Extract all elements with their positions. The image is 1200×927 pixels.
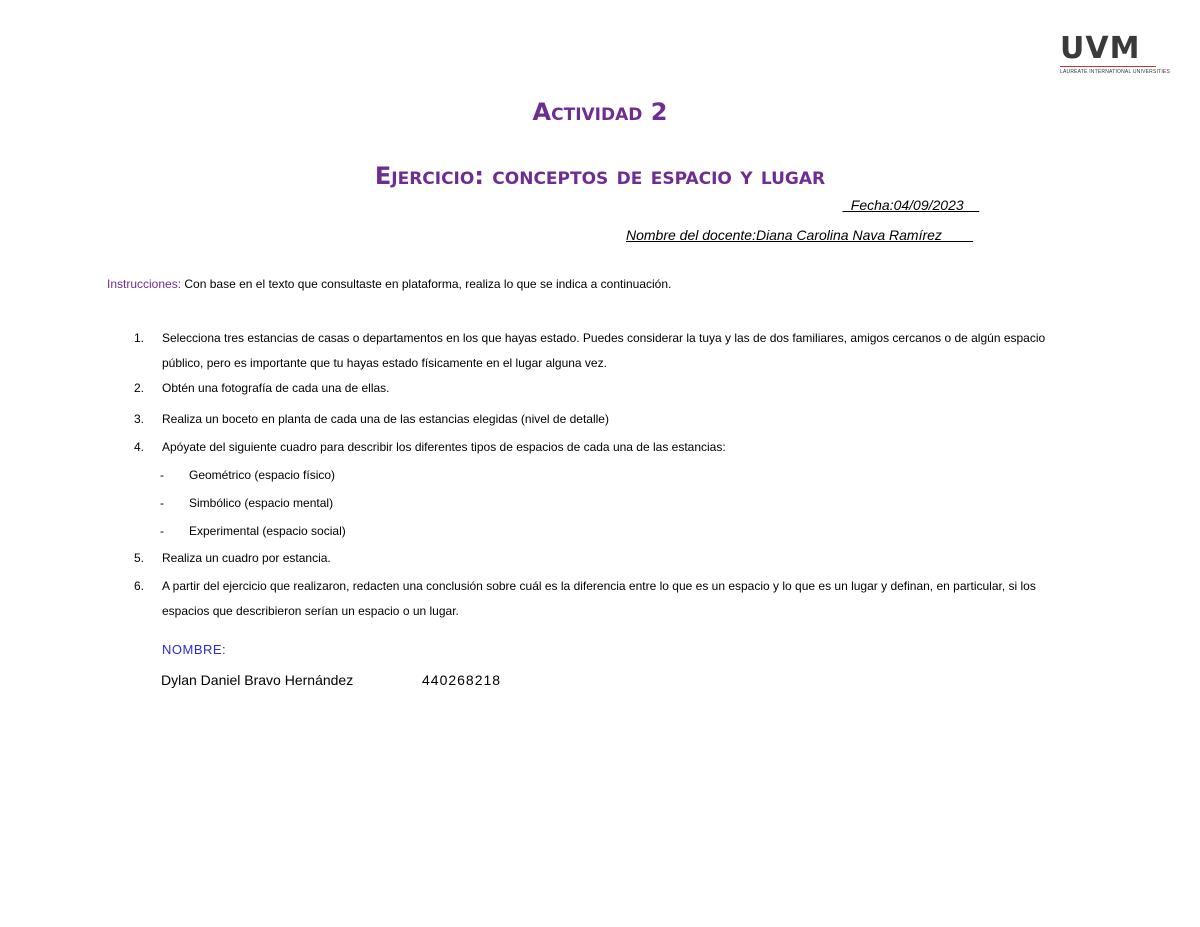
sub-item-text: Simbólico (espacio mental) (189, 496, 334, 510)
teacher-field: Nombre del docente:Diana Carolina Nava Ramírez____ (626, 227, 974, 243)
item-text: Selecciona tres estancias de casas o departamentos en los que hayas estado. Puedes considerar la tuya y las de dos familiares, amigos cercanos o de algún espacio (162, 331, 1046, 345)
instructions-label: Instrucciones: (107, 277, 182, 291)
uvm-logo (1060, 31, 1170, 80)
date-field: _Fecha:04/09/2023__ (843, 197, 980, 213)
item-text: Obtén una fotografía de cada una de ellas. (162, 381, 390, 395)
item-number: 6. (134, 579, 145, 593)
item-text: espacios que describieron serían un espacio o un lugar. (162, 604, 459, 618)
logo-divider (1060, 66, 1156, 67)
item-text: Realiza un boceto en planta de cada una de las estancias elegidas (nivel de detalle) (162, 412, 609, 426)
item-text: público, pero es importante que tu hayas estado físicamente en el lugar alguna vez. (162, 356, 607, 370)
student-name: Dylan Daniel Bravo Hernández (161, 672, 354, 688)
item-number: 4. (134, 440, 145, 454)
dash-bullet: - (160, 524, 164, 538)
item-text: A partir del ejercicio que realizaron, redacten una conclusión sobre cuál es la diferencia entre lo que es un espacio y lo que es un lugar y definan, en particular, si los (162, 579, 1036, 593)
item-number: 3. (134, 412, 145, 426)
item-number: 2. (134, 381, 145, 395)
dash-bullet: - (160, 496, 164, 510)
item-text: Apóyate del siguiente cuadro para describir los diferentes tipos de espacios de cada una de las estancias: (162, 440, 726, 454)
activity-title: Actividad 2 (532, 98, 668, 126)
name-label: NOMBRE: (162, 642, 227, 657)
sub-item-text: Geométrico (espacio físico) (189, 468, 336, 482)
logo-text: UVM (1060, 31, 1141, 66)
logo-subtitle: LAUREATE INTERNATIONAL UNIVERSITIES (1060, 69, 1170, 75)
sub-item-text: Experimental (espacio social) (189, 524, 346, 538)
instructions-text: Con base en el texto que consultaste en plataforma, realiza lo que se indica a continuación. (181, 277, 672, 291)
instructions (107, 277, 671, 291)
item-number: 5. (134, 551, 145, 565)
exercise-title: Ejercicio: conceptos de espacio y lugar (374, 162, 826, 190)
dash-bullet: - (160, 468, 164, 482)
item-text: Realiza un cuadro por estancia. (162, 551, 331, 565)
item-number: 1. (134, 331, 145, 345)
student-id: 440268218 (422, 672, 502, 688)
